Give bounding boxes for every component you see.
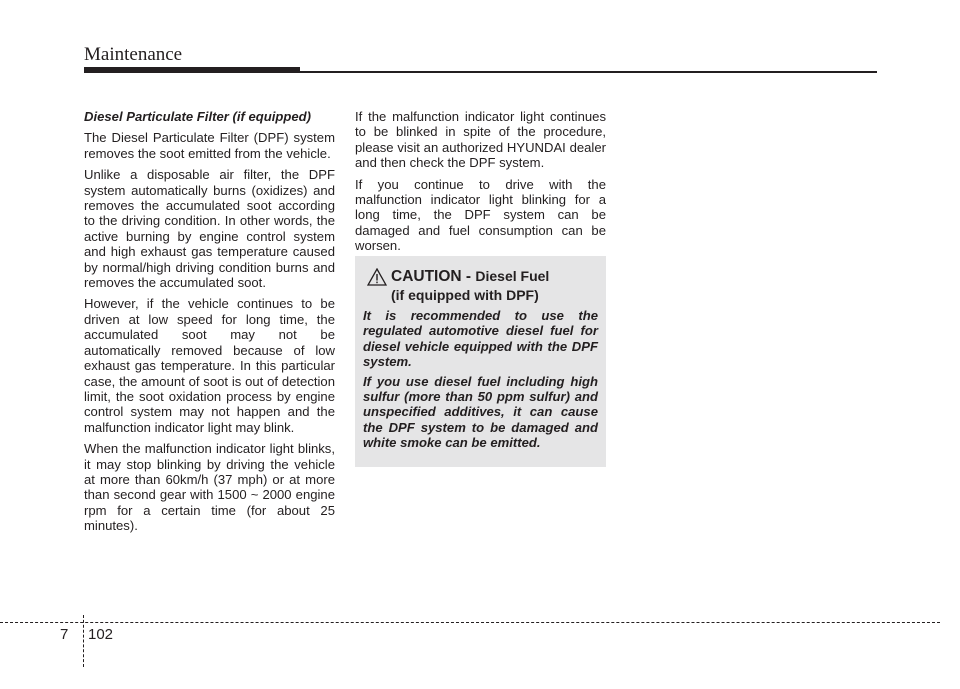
paragraph: When the malfunction indicator light blinks, it may stop blinking by driving the vehicle at more than 60km/h (37 mph) or at more than second gear with 1500 ~ 2000 engine rpm for a certain time (for about 25 minutes). — [84, 441, 335, 534]
page-number: 102 — [88, 626, 114, 643]
caution-paragraph: It is recommended to use the regulated automotive diesel fuel for diesel vehicle equipped with the DPF system. — [363, 308, 598, 370]
caution-paragraph: If you use diesel fuel including high sulfur (more than 50 ppm sulfur) and unspecified additives, it can cause the DPF system to be damaged and white smoke can be emitted. — [363, 373, 598, 451]
left-column — [84, 109, 335, 540]
caution-subject: Diesel Fuel — [475, 268, 550, 284]
caution-subject-line2: (if equipped with DPF) — [391, 287, 539, 303]
paragraph: However, if the vehicle continues to be driven at low speed for long time, the accumulated soot may not be automatically removed because of low exhaust gas temperature. In this particular case, the amount of soot is out of detection limit, the soot oxidation process by engine control system may not happen and the malfunction indicator light may blink. — [84, 296, 335, 435]
header-rule-thin — [300, 71, 877, 73]
footer-divider — [83, 615, 84, 667]
page-header-title: Maintenance — [84, 44, 183, 65]
caution-body — [363, 308, 598, 451]
paragraph: If you continue to drive with the malfunction indicator light blinking for a long time, the DPF system can be damaged and fuel consumption can be worsen. — [355, 176, 606, 254]
right-column — [355, 109, 606, 260]
caution-box — [355, 256, 606, 467]
caution-header — [363, 267, 598, 304]
chapter-number: 7 — [60, 626, 69, 643]
footer-rule — [0, 622, 940, 623]
paragraph: If the malfunction indicator light continues to be blinked in spite of the procedure, please visit an authorized HYUNDAI dealer and then check the DPF system. — [355, 109, 606, 171]
header-rule-thick — [84, 67, 300, 73]
caution-label: CAUTION - — [391, 268, 476, 285]
paragraph: Unlike a disposable air filter, the DPF system automatically burns (oxidizes) and removes the accumulated soot according to the driving condition. In other words, the active burning by engine control system and high exhaust gas temperature caused by normal/high driving condition burns and removes the accumulated soot. — [84, 167, 335, 291]
warning-triangle-icon — [367, 268, 387, 286]
section-heading: Diesel Particulate Filter (if equipped) — [84, 109, 312, 124]
paragraph: The Diesel Particulate Filter (DPF) system removes the soot emitted from the vehicle. — [84, 130, 335, 161]
